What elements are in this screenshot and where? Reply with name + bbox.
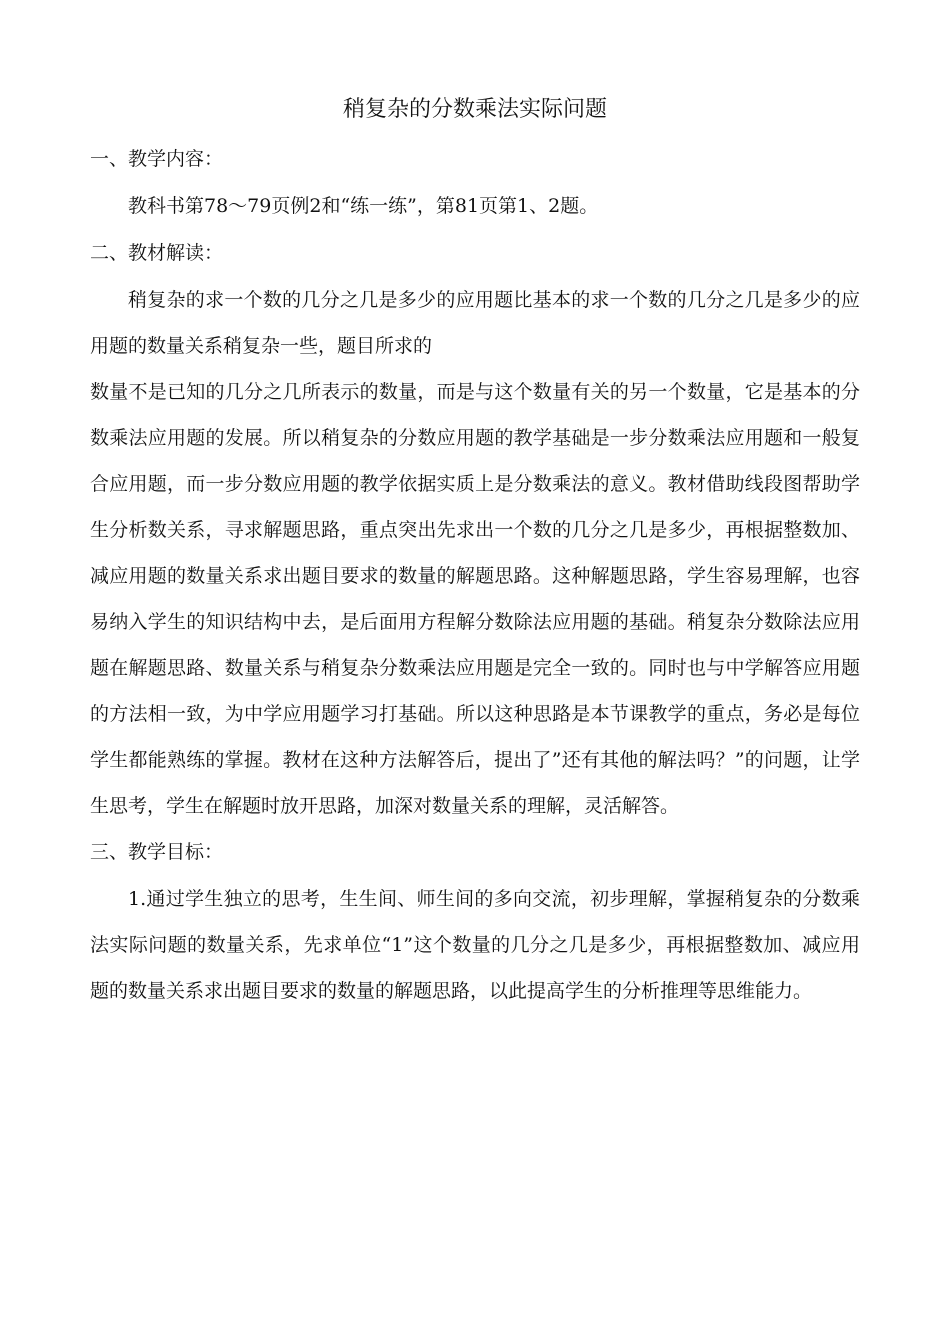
section-teaching-content [90, 136, 860, 230]
section-3-paragraph-1: 1.通过学生独立的思考，生生间、师生间的多向交流，初步理解，掌握稍复杂的分数乘法实际问题的数量关系，先求单位“1”这个数量的几分之几是多少，再根据整数加、减应用题的数量关系求出题目要求的数量的解题思路，以此提高学生的分析推理等思维能力。 [90, 888, 860, 1002]
section-textbook-analysis [90, 230, 860, 829]
section-heading-1: 一、教学内容： [90, 148, 224, 170]
document-title: 稍复杂的分数乘法实际问题 [342, 97, 607, 122]
document-page [90, 88, 860, 1014]
section-1-paragraph-1: 教科书第78～79页例2和“练一练”，第81页第1、2题。 [128, 195, 599, 217]
section-heading-3: 三、教学目标： [90, 841, 224, 863]
section-teaching-goals [90, 829, 860, 1014]
section-2-paragraph-1: 稍复杂的求一个数的几分之几是多少的应用题比基本的求一个数的几分之几是多少的应用题的数量关系稍复杂一些，题目所求的 [90, 289, 860, 357]
section-2-paragraph-2: 数量不是已知的几分之几所表示的数量，而是与这个数量有关的另一个数量，它是基本的分数乘法应用题的发展。所以稍复杂的分数应用题的教学基础是一步分数乘法应用题和一般复合应用题，而一步分数应用题的教学依据实质上是分数乘法的意义。教材借助线段图帮助学生分析数关系，寻求解题思路，重点突出先求出一个数的几分之几是多少，再根据整数加、减应用题的数量关系求出题目要求的数量的解题思路。这种解题思路，学生容易理解，也容易纳入学生的知识结构中去，是后面用方程解分数除法应用题的基础。稍复杂分数除法应用题在解题思路、数量关系与稍复杂分数乘法应用题是完全一致的。同时也与中学解答应用题的方法相一致，为中学应用题学习打基础。所以这种思路是本节课教学的重点，务必是每位学生都能熟练的掌握。教材在这种方法解答后，提出了”还有其他的解法吗？”的问题，让学生思考，学生在解题时放开思路，加深对数量关系的理解，灵活解答。 [90, 381, 860, 817]
section-heading-2: 二、教材解读： [90, 242, 224, 264]
